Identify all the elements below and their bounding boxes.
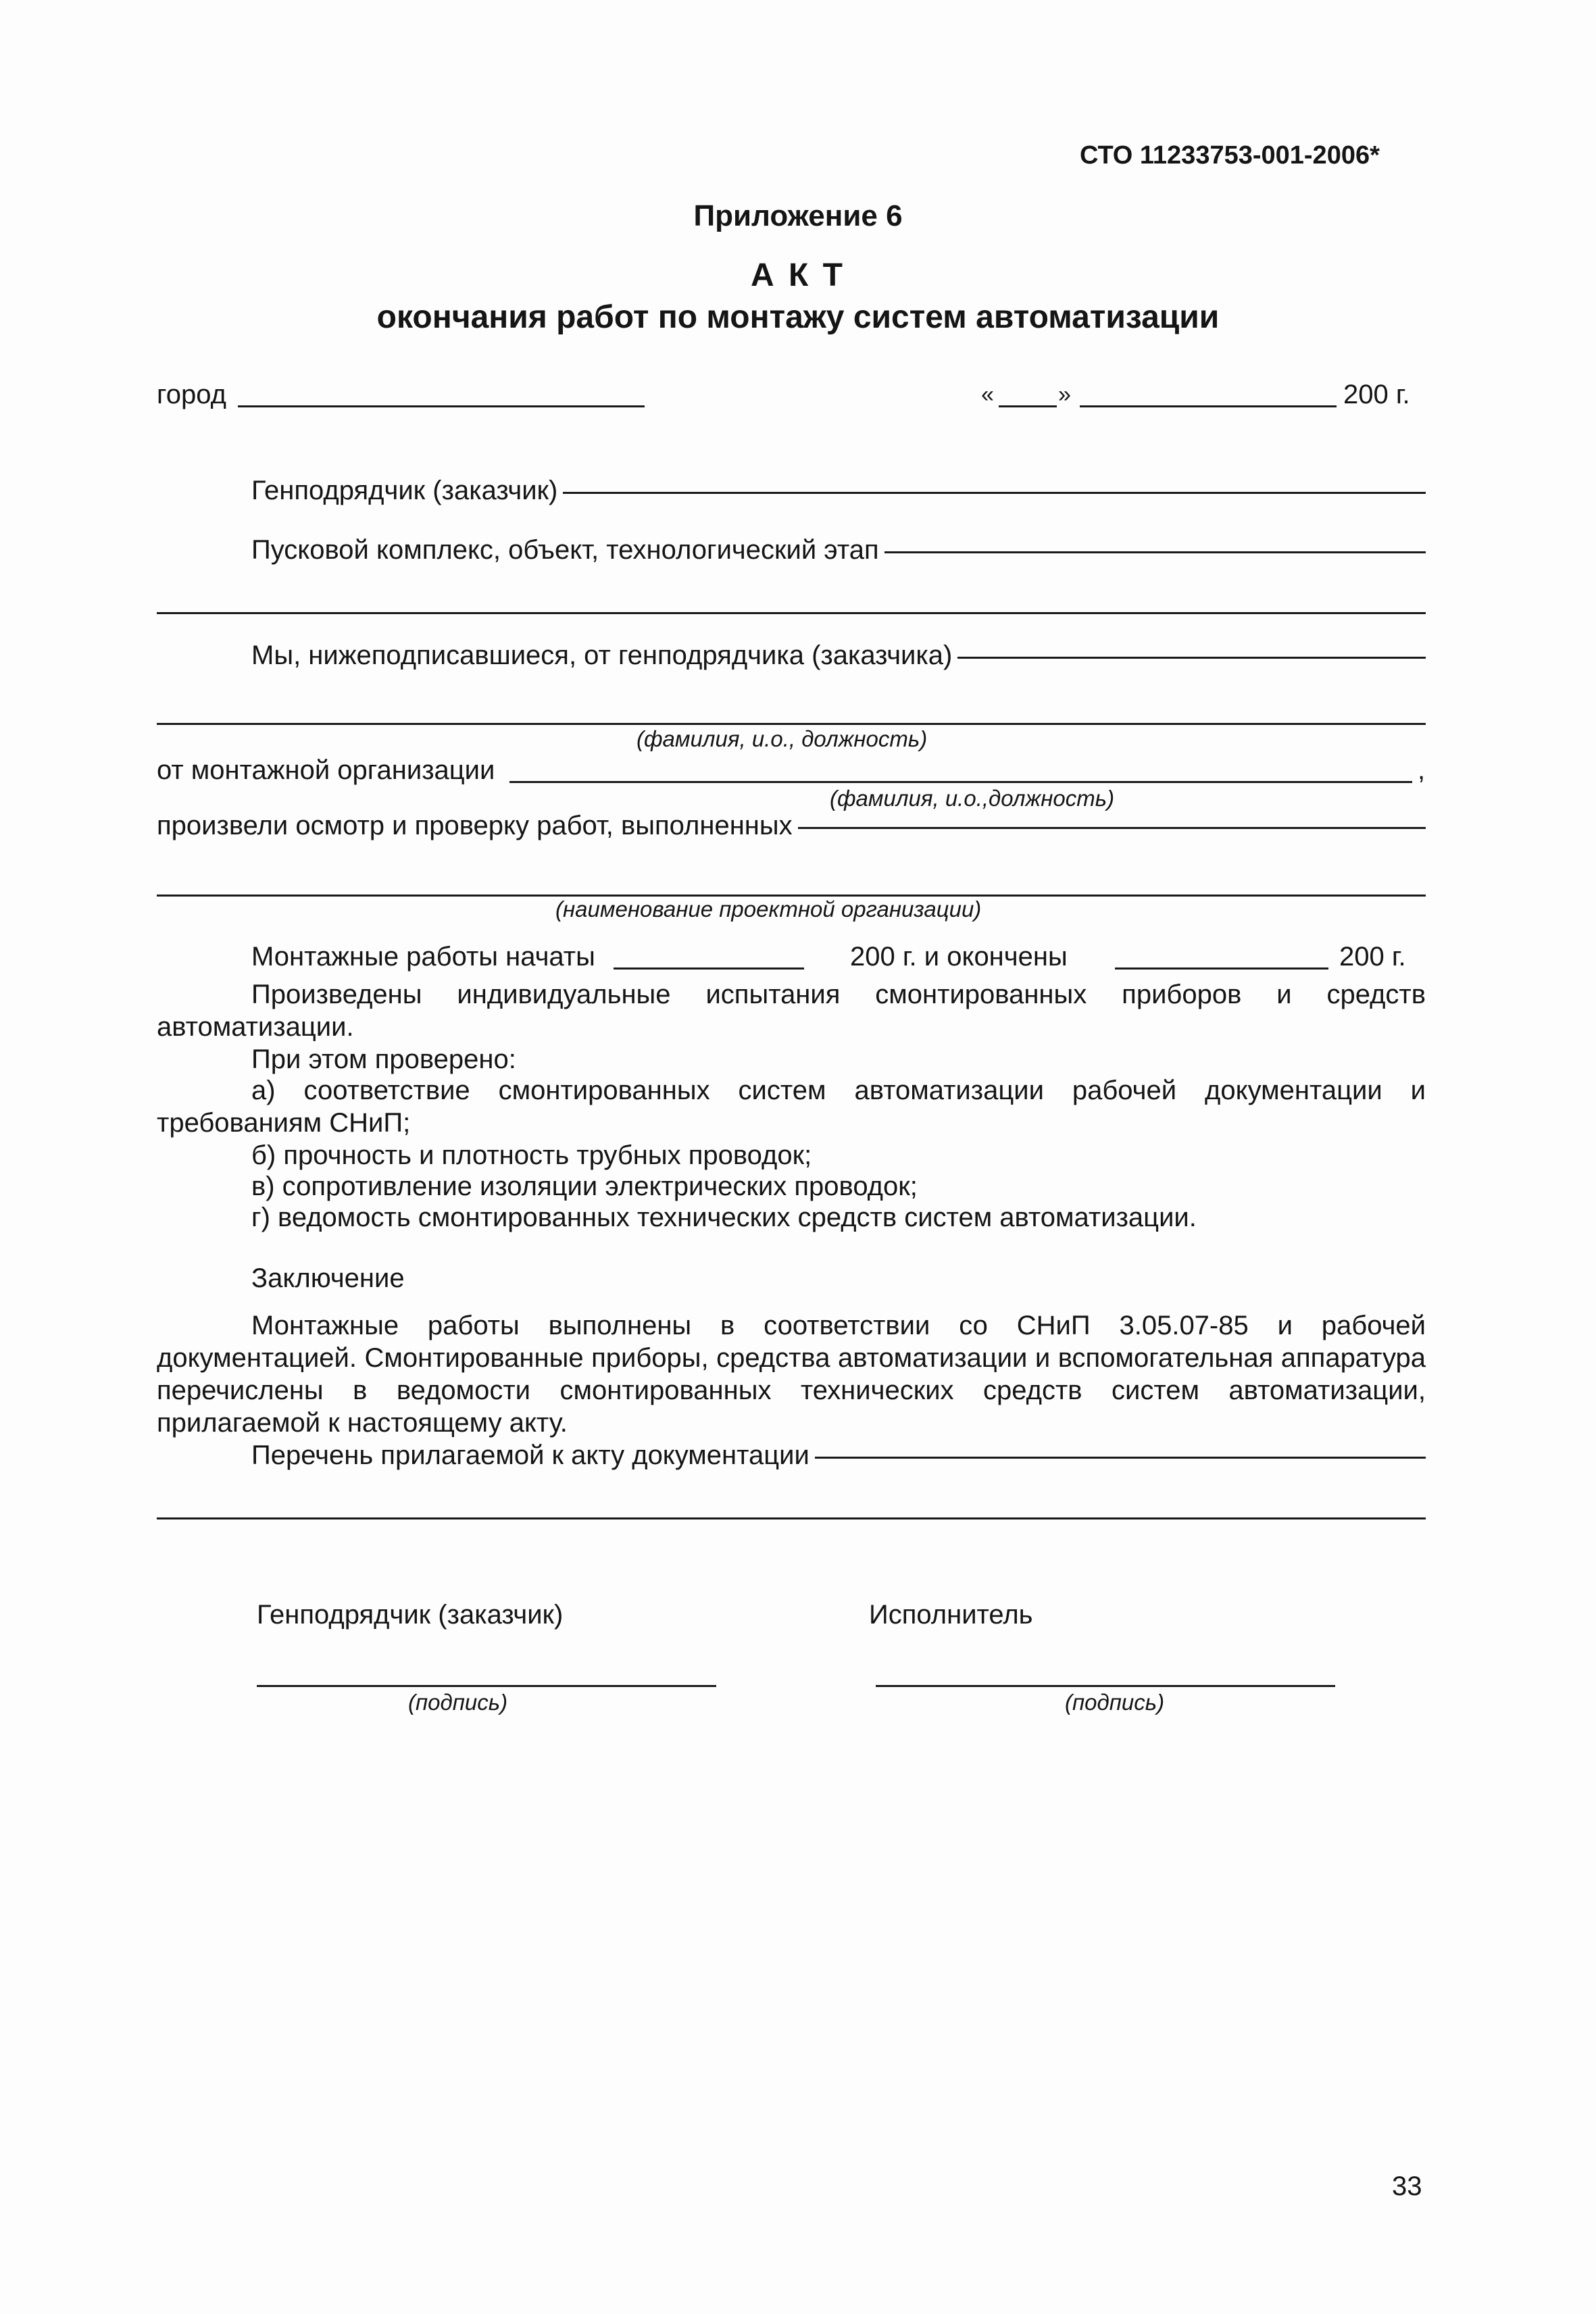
date-year-label: 200 г. [1343,380,1410,409]
launch-complex-label: Пусковой комплекс, объект, технологический этап [251,535,879,565]
mounting-org-label: от монтажной организации [157,755,495,785]
works-finished-year: 200 г. [1339,942,1406,972]
launch-complex-row [251,534,1426,566]
appendix-title: Приложение 6 [693,199,903,232]
general-contractor-row [251,474,1426,507]
act-subtitle: окончания работ по монтажу систем автоматизации [376,299,1220,335]
date-day-field[interactable] [999,405,1057,407]
signer-left-label: Генподрядчик (заказчик) [257,1600,564,1630]
attached-docs-field-line2[interactable] [157,1517,1426,1519]
launch-complex-field[interactable] [884,551,1426,553]
signature-right-hint: (подпись) [1065,1690,1165,1715]
date-quote-open: « [981,382,994,407]
attached-docs-label: Перечень прилагаемой к акту документации [251,1440,809,1470]
conclusion-text: Монтажные работы выполнены в соответствии со СНиП 3.05.07-85 и рабочей документацией. Смонтированные приборы, средства автоматизации и вспомогательная аппаратура перечислены в ведомости смонтированных технических средств систем автоматизации, прилагаемой к настоящему акту. [157,1311,1426,1438]
signature-right-field[interactable] [876,1685,1335,1687]
city-field[interactable] [238,405,645,407]
signature-left-hint: (подпись) [408,1690,508,1715]
inspection-field[interactable] [798,827,1426,829]
undersigned-field-line2[interactable] [157,723,1426,725]
launch-complex-field-line2[interactable] [157,612,1426,614]
item-a: а) соответствие смонтированных систем автоматизации рабочей документации и требованиям СНиП; [157,1076,1426,1138]
general-contractor-label: Генподрядчик (заказчик) [251,476,558,505]
tests-paragraph: Произведены индивидуальные испытания смонтированных приборов и средств автоматизации. [157,980,1426,1042]
general-contractor-field[interactable] [563,492,1426,494]
works-started-label: Монтажные работы начаты [251,942,595,972]
undersigned-row [251,639,1426,672]
hint-design-org: (наименование проектной организации) [555,897,982,922]
hint-fio-position: (фамилия, и.о., должность) [637,726,928,751]
page-number: 33 [1392,2171,1422,2201]
city-label: город [157,380,226,409]
works-started-field[interactable] [614,967,804,970]
mounting-org-comma: , [1418,755,1426,785]
item-g: г) ведомость смонтированных технических средств систем автоматизации. [251,1203,1197,1232]
item-v: в) сопротивление изоляции электрических проводок; [251,1172,918,1201]
attached-docs-field[interactable] [815,1457,1426,1459]
act-title: А К Т [751,257,845,293]
attached-docs-row [251,1439,1426,1472]
undersigned-field[interactable] [957,657,1426,659]
item-b: б) прочность и плотность трубных проводок; [251,1140,812,1170]
mounting-org-field[interactable] [509,781,1412,783]
checked-intro: При этом проверено: [251,1045,516,1074]
hint-fio-position-2: (фамилия, и.о.,должность) [830,786,1115,811]
undersigned-label: Мы, нижеподписавшиеся, от генподрядчика (заказчика) [251,640,953,670]
signature-left-field[interactable] [257,1685,716,1687]
works-finished-field[interactable] [1115,967,1328,970]
date-quote-close: » [1058,382,1071,407]
works-finished-label: 200 г. и окончены [850,942,1068,972]
conclusion-heading: Заключение [251,1263,405,1293]
inspection-label: произвели осмотр и проверку работ, выполненных [157,811,793,840]
signer-right-label: Исполнитель [869,1600,1033,1630]
inspection-row [157,809,1426,842]
date-month-field[interactable] [1080,405,1337,407]
document-code: СТО 11233753-001-2006* [1080,141,1380,170]
